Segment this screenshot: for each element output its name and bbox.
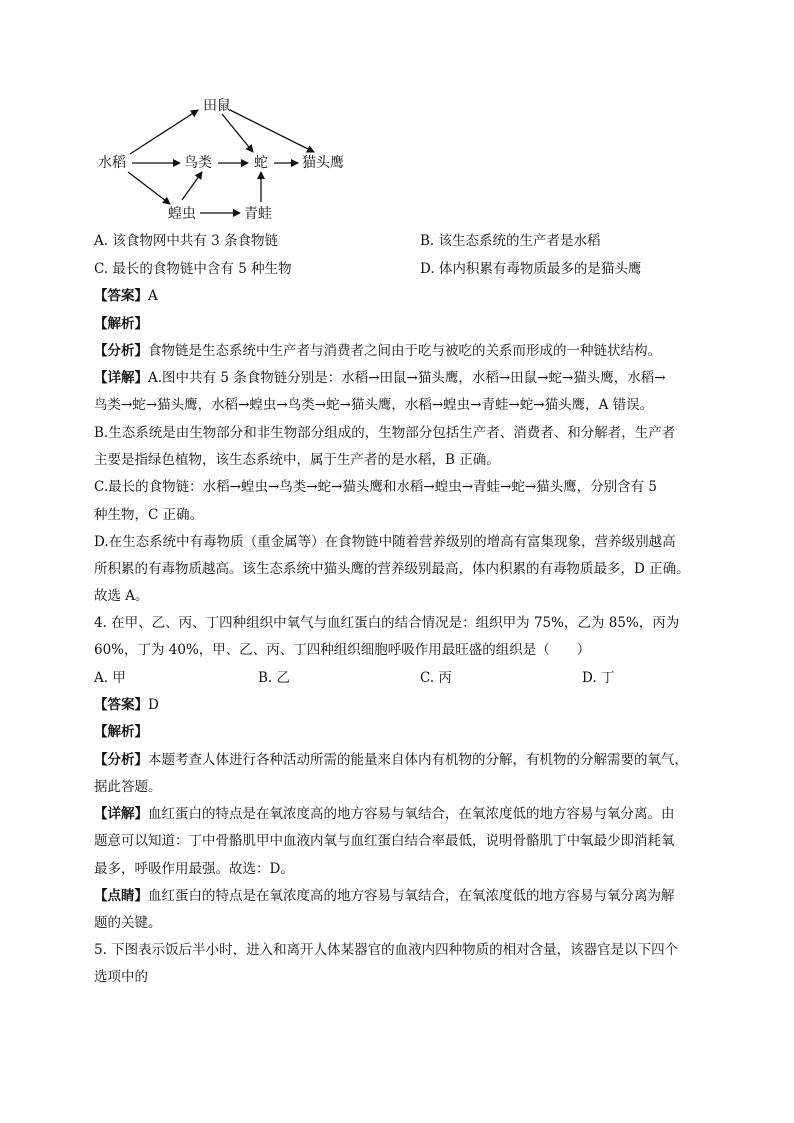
node-qingwa: 青蛙: [244, 206, 272, 222]
q3-option-b: B. 该生态系统的生产者是水稻: [420, 233, 601, 249]
dianjing-tag: 【点睛】: [94, 888, 148, 904]
q3-answer: [94, 287, 158, 305]
dianjing-text: 血红蛋白的特点是在氧浓度高的地方容易与氧结合，在氧浓度低的地方容易与氧分离为解: [148, 888, 675, 904]
q3-c-line1: C.最长的食物链：水稻→蝗虫→鸟类→蛇→猫头鹰和水稻→蝗虫→青蛙→蛇→猫头鹰，分别含有 5: [94, 479, 658, 495]
q3-xiangjie-line1: [94, 369, 666, 387]
answer-value: D: [148, 697, 159, 713]
q4-fenxi-line1: [94, 751, 688, 769]
answer-tag: 【答案】: [94, 288, 148, 304]
answer-value: A: [148, 288, 158, 304]
fenxi-text: 食物链是生态系统中生产者与消费者之间由于吃与被吃的关系而形成的一种链状结构。: [148, 343, 661, 359]
q4-dianjing-line2: 题的关键。: [94, 915, 162, 931]
answer-tag: 【答案】: [94, 697, 148, 713]
q3-analysis-heading: [94, 315, 148, 333]
q3-option-a: A. 该食物网中共有 3 条食物链: [94, 233, 279, 249]
q4-analysis-heading: [94, 723, 148, 741]
q3-xiangjie-line2: 鸟类→蛇→猫头鹰，水稻→蝗虫→鸟类→蛇→猫头鹰，水稻→蝗虫→青蛙→蛇→猫头鹰，A 错误。: [94, 397, 654, 413]
q4-answer: [94, 696, 159, 714]
q4-xiangjie-line2: 题意可以知道：丁中骨骼肌甲中血液内氧与血红蛋白结合率最低，说明骨骼肌丁中氧最少即消耗氧: [94, 833, 675, 849]
q4-fenxi-line2: 据此答题。: [94, 779, 162, 795]
q3-b-line2: 主要是指绿色植物，该生态系统中，属于生产者的是水稻，B 正确。: [94, 452, 500, 468]
fenxi-text: 本题考查人体进行各种活动所需的能量来自体内有机物的分解，有机物的分解需要的氧气，: [148, 752, 688, 768]
q3-d-line2: 所积累的有毒物质越高。该生态系统中猫头鹰的营养级别最高，体内积累的有毒物质最多，D 正确。: [94, 561, 690, 577]
q3-b-line1: B.生态系统是由生物部分和非生物部分组成的，生物部分包括生产者、消费者、和分解者，生产者: [94, 425, 676, 441]
xiangjie-tag: 【详解】: [94, 806, 148, 822]
q3-option-d: D. 体内积累有毒物质最多的是猫头鹰: [420, 261, 642, 277]
q4-option-b: B. 乙: [258, 670, 291, 686]
fenxi-tag: 【分析】: [94, 343, 148, 359]
node-maotouying: 猫头鹰: [302, 155, 344, 171]
q3-conclusion: 故选 A。: [94, 588, 149, 604]
analysis-tag: 【解析】: [94, 724, 148, 740]
q4-dianjing-line1: [94, 887, 675, 905]
xiangjie-text: 血红蛋白的特点是在氧浓度高的地方容易与氧结合，在氧浓度低的地方容易与氧分离。由: [148, 806, 675, 822]
q3-d-line1: D.在生态系统中有毒物质（重金属等）在食物链中随着营养级别的增高有富集现象，营养级别越高: [94, 534, 676, 550]
q4-option-a: A. 甲: [94, 670, 126, 686]
q4-xiangjie-line1: [94, 805, 675, 823]
q4-option-d: D. 丁: [582, 670, 615, 686]
node-tianshu: 田鼠: [203, 98, 231, 114]
q3-c-line2: 种生物，C 正确。: [94, 507, 204, 523]
arrow-shuidao-huangchong: [128, 172, 170, 204]
q4-option-c: C. 丙: [420, 670, 452, 686]
q4-stem-line1: 4. 在甲、乙、丙、丁四种组织中氧气与血红蛋白的结合情况是：组织甲为 75%，乙为 85%，丙为: [94, 615, 680, 631]
analysis-tag: 【解析】: [94, 316, 148, 332]
q4-xiangjie-line3: 最多，呼吸作用最强。故选：D。: [94, 861, 294, 877]
node-she: 蛇: [254, 155, 268, 171]
xiangjie-text: A.图中共有 5 条食物链分别是：水稻→田鼠→猫头鹰，水稻→田鼠→蛇→猫头鹰，水稻→: [148, 370, 666, 386]
node-huangchong: 蝗虫: [168, 206, 196, 222]
arrow-shuidao-tianshu: [130, 110, 198, 154]
node-niaolei: 鸟类: [184, 155, 212, 171]
q5-stem-line2: 选项中的: [94, 969, 148, 985]
arrow-tianshu-maotouying: [230, 110, 314, 152]
food-web-diagram: [90, 92, 380, 232]
q4-stem-line2: 60%，丁为 40%，甲、乙、丙、丁四种组织细胞呼吸作用最旺盛的组织是（ ）: [94, 642, 591, 658]
xiangjie-tag: 【详解】: [94, 370, 148, 386]
q3-option-c: C. 最长的食物链中含有 5 种生物: [94, 261, 292, 277]
q5-stem-line1: 5. 下图表示饭后半小时，进入和离开人体某器官的血液内四种物质的相对含量，该器官是以下四个: [94, 942, 679, 958]
q3-fenxi: [94, 342, 661, 360]
node-shuidao: 水稻: [98, 155, 126, 171]
arrow-huangchong-niaolei: [182, 172, 202, 200]
fenxi-tag: 【分析】: [94, 752, 148, 768]
